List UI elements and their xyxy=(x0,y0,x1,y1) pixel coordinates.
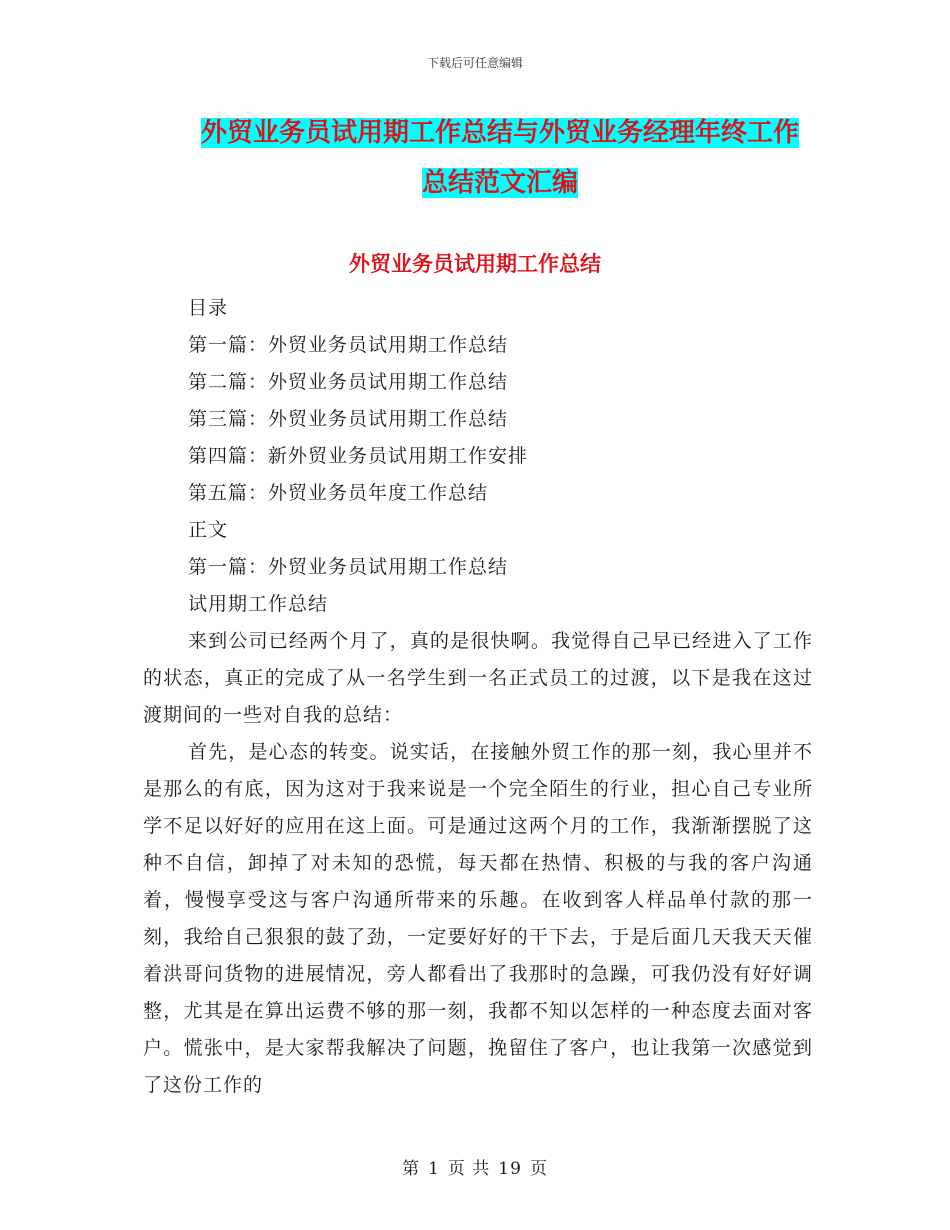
page-footer xyxy=(0,1154,950,1179)
footer-suffix: 页 xyxy=(529,1159,548,1179)
footer-total-pages: 19 xyxy=(498,1159,522,1179)
document-title-line-1: 外贸业务员试用期工作总结与外贸业务经理年终工作 xyxy=(200,118,799,148)
toc-item: 第一篇：外贸业务员试用期工作总结 xyxy=(188,334,509,356)
document-body xyxy=(143,290,813,1104)
document-title xyxy=(140,108,860,208)
paragraph: 首先，是心态的转变。说实话，在接触外贸工作的那一刻，我心里并不是那么的有底，因为这对于我来说是一个完全陌生的行业，担心自己专业所学不足以好好的应用在这上面。可是通过这两个月的工作，我渐渐摆脱了这种不自信，卸掉了对未知的恐慌，每天都在热情、积极的与我的客户沟通着，慢慢享受这与客户沟通所带来的乐趣。在收到客人样品单付款的那一刻，我给自己狠狠的鼓了劲，一定要好好的干下去，于是后面几天我天天催着洪哥问货物的进展情况，旁人都看出了我那时的急躁，可我仍没有好好调整，尤其是在算出运费不够的那一刻，我都不知以怎样的一种态度去面对客户。慌张中，是大家帮我解决了问题，挽留住了客户，也让我第一次感觉到了这份工作的 xyxy=(143,741,813,1096)
part-title: 第一篇：外贸业务员试用期工作总结 xyxy=(188,556,509,578)
footer-prefix: 第 xyxy=(402,1159,421,1179)
toc-item: 第二篇：外贸业务员试用期工作总结 xyxy=(188,371,509,393)
sub-title: 试用期工作总结 xyxy=(188,593,329,615)
toc-item: 第五篇：外贸业务员年度工作总结 xyxy=(188,482,489,504)
document-title-line-2: 总结范文汇编 xyxy=(421,168,578,198)
section-title: 外贸业务员试用期工作总结 xyxy=(349,252,601,276)
body-heading: 正文 xyxy=(188,519,229,541)
footer-mid: 页 共 xyxy=(447,1159,491,1179)
footer-page-number: 1 xyxy=(428,1159,440,1179)
paragraph: 来到公司已经两个月了，真的是很快啊。我觉得自己早已经进入了工作的状态，真正的完成了从一名学生到一名正式员工的过渡，以下是我在这过渡期间的一些对自我的总结： xyxy=(143,630,813,726)
toc-item: 第三篇：外贸业务员试用期工作总结 xyxy=(188,408,509,430)
header-note: 下载后可任意编辑 xyxy=(426,56,523,70)
toc-item: 第四篇：新外贸业务员试用期工作安排 xyxy=(188,445,529,467)
toc-heading: 目录 xyxy=(188,297,229,319)
